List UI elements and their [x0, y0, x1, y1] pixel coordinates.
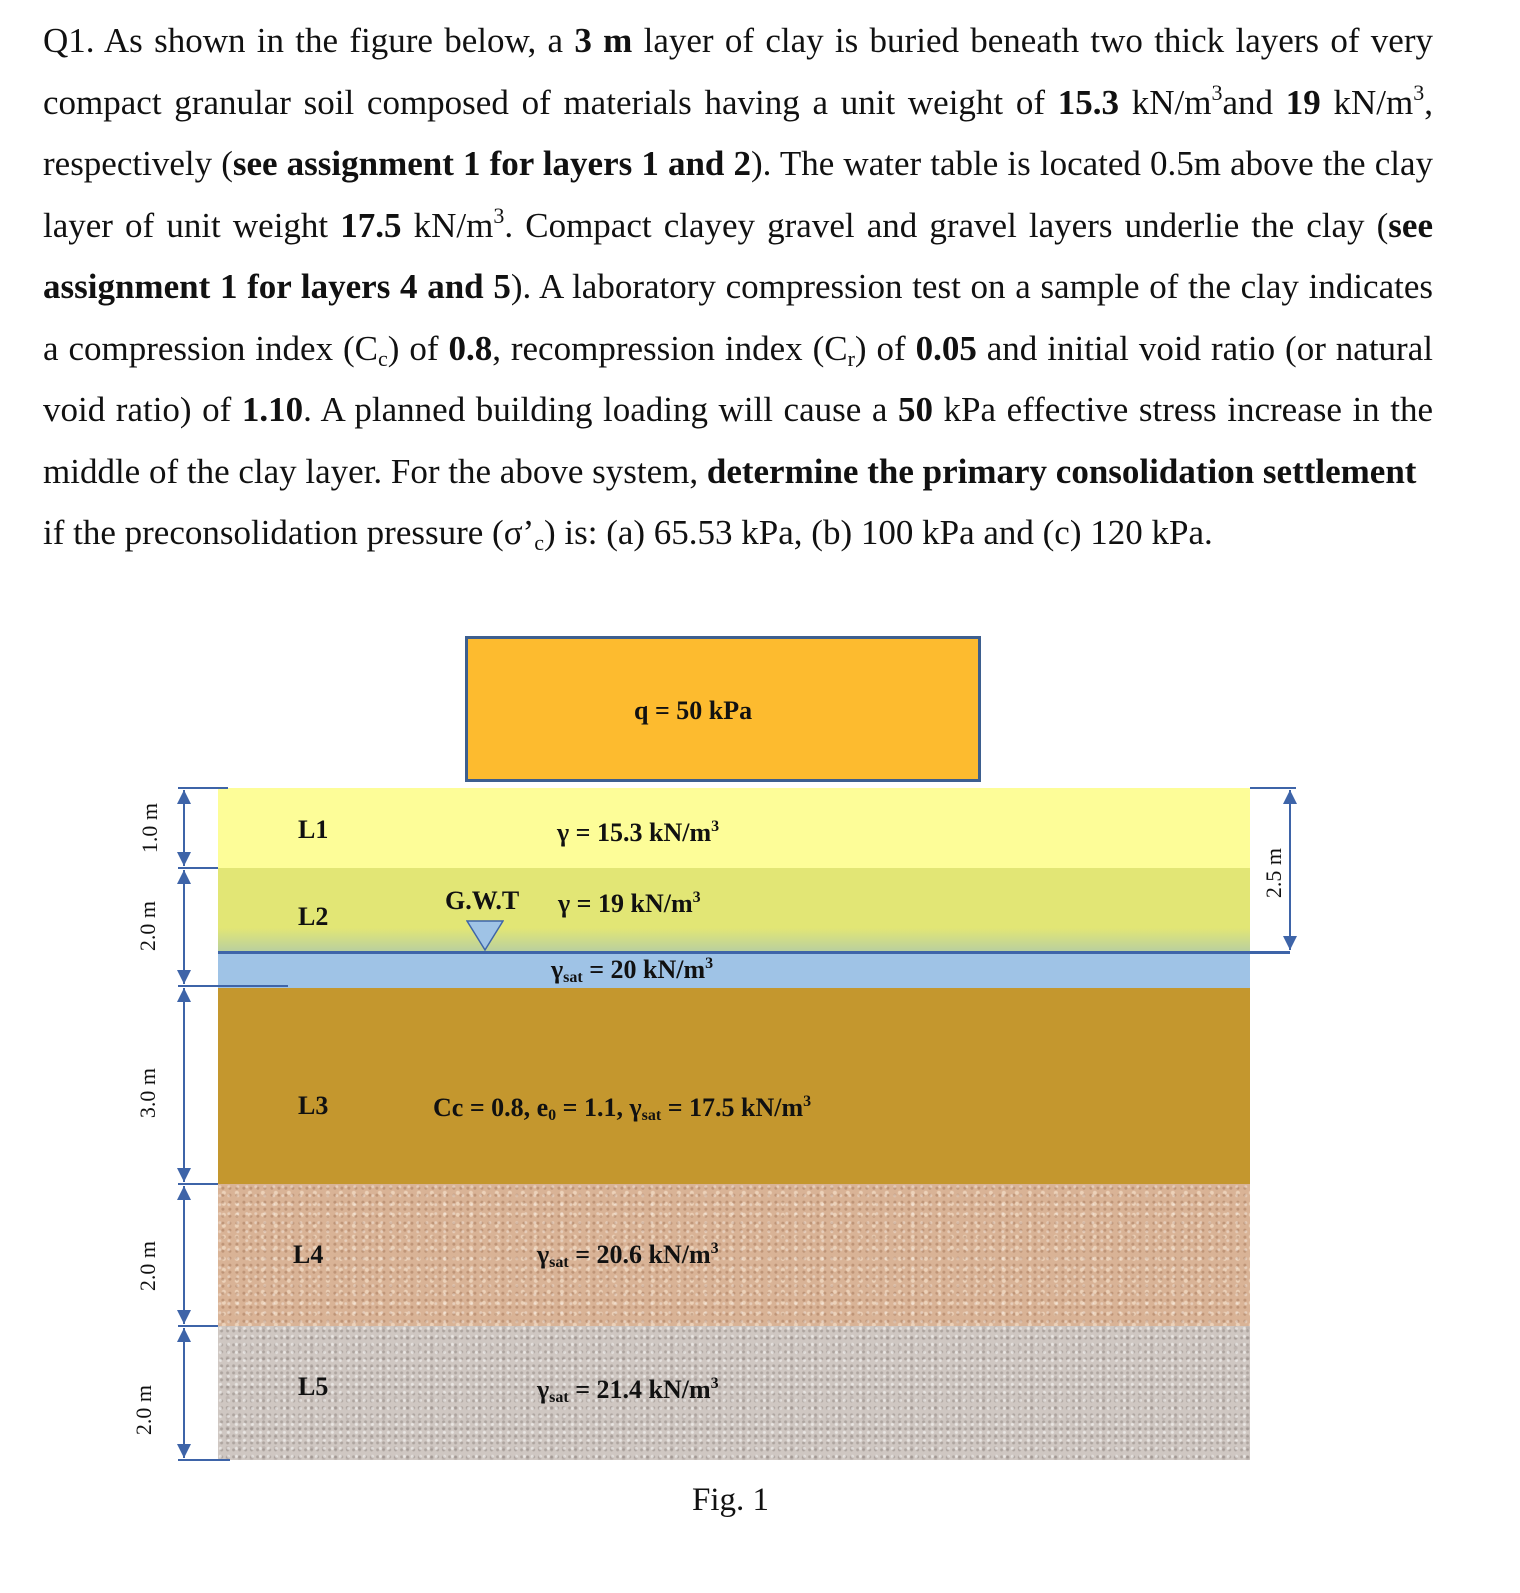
question-segment: compact granular soil composed of materials having a unit weight of	[43, 82, 1058, 122]
question-segment: 17.5	[340, 205, 402, 245]
question-segment: assignment 1 for layers 4 and 5	[43, 267, 511, 306]
dim-label-4: 2.0 m	[135, 1240, 160, 1292]
question-segment: 19	[1285, 82, 1321, 122]
question-segment: ,	[1424, 82, 1433, 122]
question-segment: 1.10	[241, 390, 304, 429]
layer-5-unit-weight: γsat = 21.4 $kN/m^3$	[537, 1375, 719, 1406]
layer-4-unit-weight: γsat = 20.6 $kN/m^3$	[537, 1240, 719, 1271]
question-segment: 0.8	[448, 328, 493, 368]
question-segment: r	[847, 345, 855, 371]
question-segment: . A planned building loading will cause a	[303, 390, 898, 429]
question-segment: ) of	[854, 328, 916, 368]
question-segment: a compression index (C	[43, 328, 378, 368]
question-segment: ) is: (a) 65.53 kPa, (b) 100 kPa and (c) 120 kPa.	[543, 513, 1213, 552]
layer-4-name: L4	[293, 1240, 324, 1269]
question-segment: Q1. As shown in the figure below, a	[43, 21, 575, 60]
question-segment: , recompression index (C	[492, 328, 848, 368]
question-segment: and	[1222, 82, 1286, 122]
question-segment: . Compact clayey gravel and gravel layers underlie the clay (	[504, 205, 1389, 245]
layer-2-unit-weight: γ = 19 $kN/m^3$	[558, 889, 701, 918]
question-segment: kPa effective stress increase in the	[932, 390, 1433, 429]
question-segment: 3	[1211, 79, 1223, 105]
question-segment: respectively (	[43, 144, 233, 183]
dim-label-1: 1.0 m	[137, 802, 162, 854]
question-segment: 50	[897, 390, 933, 429]
question-segment: ). The water table is located 0.5m above the clay	[751, 144, 1433, 183]
question-segment: layer of clay is buried beneath two thick layers of very	[632, 21, 1433, 60]
figure-caption: Fig. 1	[692, 1482, 770, 1518]
question-segment: 3	[493, 202, 505, 228]
question-segment: if the preconsolidation pressure (σ’	[43, 513, 535, 552]
question-segment: layer of unit weight	[43, 205, 341, 245]
question-segment: see assignment 1 for layers 1 and 2	[232, 144, 752, 183]
dim-label-right: 2.5 m	[1261, 847, 1286, 899]
question-segment: kN/m	[401, 205, 494, 245]
layer-3-name: L3	[298, 1091, 329, 1120]
dim-label-5: 2.0 m	[131, 1384, 156, 1436]
question-segment: c	[534, 530, 544, 555]
dim-label-3: 3.0 m	[135, 1067, 160, 1119]
question-segment: c	[378, 345, 388, 371]
question-segment: ) of	[387, 328, 449, 368]
question-segment: 3 m	[574, 21, 633, 60]
load-label: q = 50 kPa	[634, 696, 753, 725]
question-segment: middle of the clay layer. For the above system,	[43, 451, 707, 491]
question-segment: void ratio) of	[43, 390, 242, 429]
question-segment: kN/m	[1320, 82, 1414, 122]
question-segment: see	[1388, 205, 1433, 245]
question-segment: 15.3	[1057, 82, 1120, 122]
layer-2-name: L2	[298, 902, 329, 931]
dim-label-2: 2.0 m	[135, 900, 160, 952]
question-segment: 3	[1413, 79, 1425, 105]
layer-5-name: L5	[298, 1372, 329, 1401]
question-segment: and initial void ratio (or natural	[976, 328, 1433, 368]
gwt-label: G.W.T	[445, 886, 520, 915]
layer-1-unit-weight: γ = 15.3 $kN/m^3$	[557, 818, 720, 847]
layer-1-name: L1	[298, 815, 329, 844]
question-segment: determine the primary consolidation settlement	[706, 451, 1417, 491]
question-segment: kN/m	[1119, 82, 1212, 122]
question-segment: 0.05	[915, 328, 977, 368]
layer-2-sat-unit-weight: γsat = 20 $kN/m^3$	[551, 955, 714, 986]
layer-3-properties: Cc = 0.8, e0 = 1.1, γsat = 17.5 $kN/m^3$	[433, 1093, 812, 1124]
question-segment: ). A laboratory compression test on a sample of the clay indicates	[510, 267, 1433, 306]
